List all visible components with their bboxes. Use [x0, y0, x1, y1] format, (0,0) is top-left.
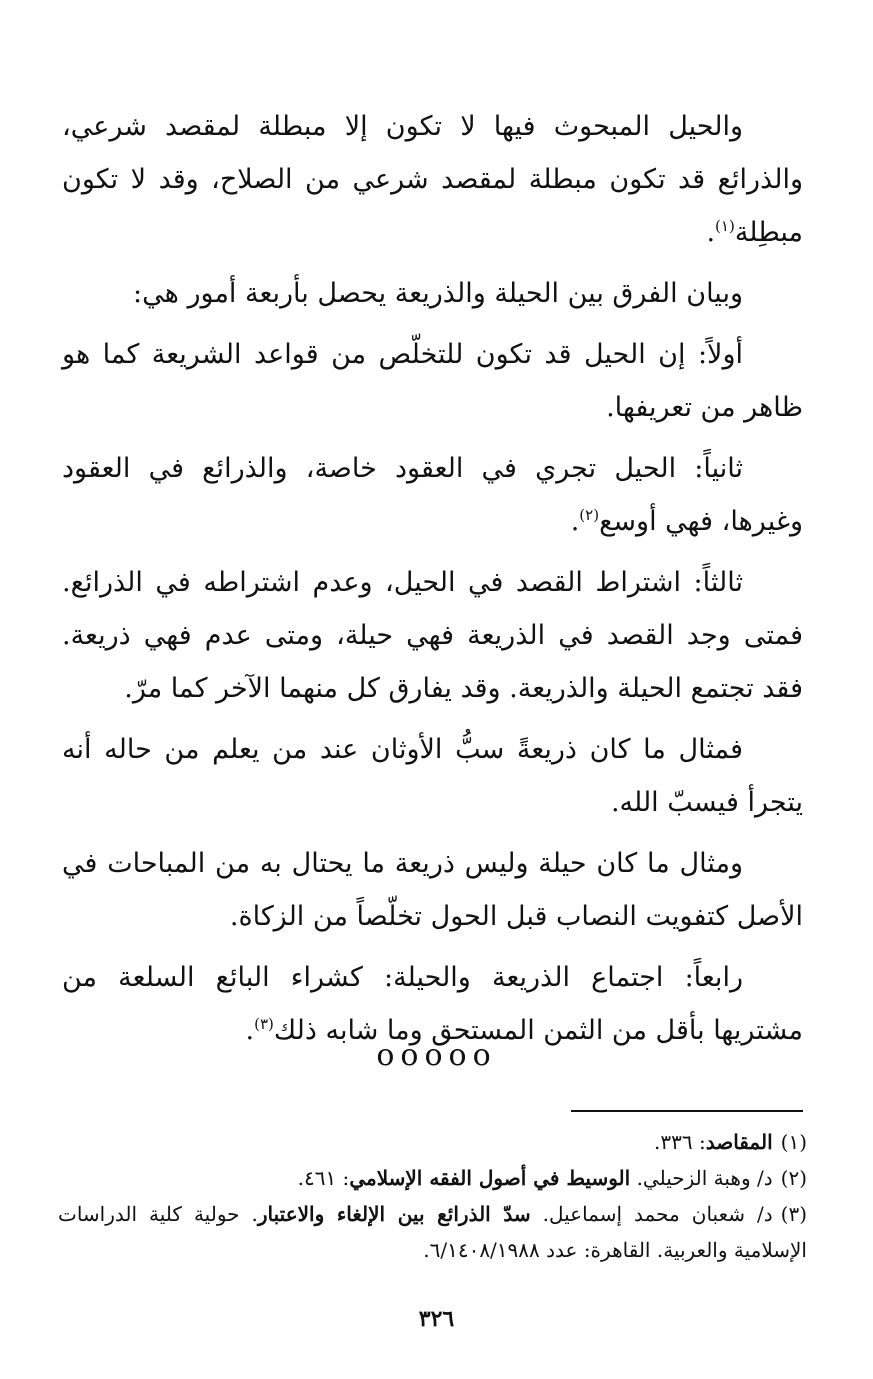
- footnote-ref-2: (٢): [579, 506, 600, 524]
- footnotes: [58, 1124, 807, 1268]
- paragraph-3: أولاً: إن الحيل قد تكون للتخلّص من قواعد الشريعة كما هو ظاهر من تعريفها.: [62, 339, 803, 423]
- paragraph-4: ثانياً: الحيل تجري في العقود خاصة، والذرائع في العقود وغيرها، فهي أوسع$^{(٢)}$.: [62, 453, 803, 537]
- paragraph-1: والحيل المبحوث فيها لا تكون إلا مبطلة لمقصد شرعي، والذرائع قد تكون مبطلة لمقصد شرعي من الصلاح، وقد لا تكون مبطِلة$^{(١)}$.: [62, 111, 803, 248]
- paragraph-2: وبيان الفرق بين الحيلة والذريعة يحصل بأربعة أمور هي:: [133, 278, 743, 309]
- footnote-ref-1: (١): [715, 217, 735, 235]
- main-text: [62, 100, 803, 1065]
- footnote-2: (٢)د/ وهبة الزحيلي. الوسيط في أصول الفقه الإسلامي: ٤٦١.: [297, 1166, 807, 1190]
- section-divider: ooooo: [376, 1038, 497, 1073]
- paragraph-8: رابعاً: اجتماع الذريعة والحيلة: كشراء البائع السلعة من مشتريها بأقل من الثمن المستحق وما شابه ذلك$^{(٣)}$.: [62, 962, 803, 1046]
- footnote-1: (١)المقاصد: ٣٣٦.: [654, 1130, 807, 1154]
- footnote-rule: [571, 1110, 803, 1112]
- paragraph-7: ومثال ما كان حيلة وليس ذريعة ما يحتال به من المباحات في الأصل كتفويت النصاب قبل الحول تخلّصاً من الزكاة.: [62, 848, 803, 932]
- paragraph-5: ثالثاً: اشتراط القصد في الحيل، وعدم اشتراطه في الذرائع. فمتى وجد القصد في الذريعة فهي حيلة، ومتى عدم فهي ذريعة. فقد تجتمع الحيلة والذريعة. وقد يفارق كل منهما الآخر كما مرّ.: [62, 567, 803, 704]
- footnote-ref-3: (٣): [254, 1015, 274, 1033]
- page-number: ٣٢٦: [418, 1306, 455, 1332]
- footnote-3: (٣)د/ شعبان محمد إسماعيل. سدّ الذرائع بين الإلغاء والاعتبار. حولية كلية الدراسات الإسلامية والعربية. القاهرة: عدد ٦/١٤٠٨/١٩٨٨.: [58, 1202, 808, 1262]
- paragraph-6: فمثال ما كان ذريعةً سبُّ الأوثان عند من يعلم من حاله أنه يتجرأ فيسبّ الله.: [62, 734, 803, 818]
